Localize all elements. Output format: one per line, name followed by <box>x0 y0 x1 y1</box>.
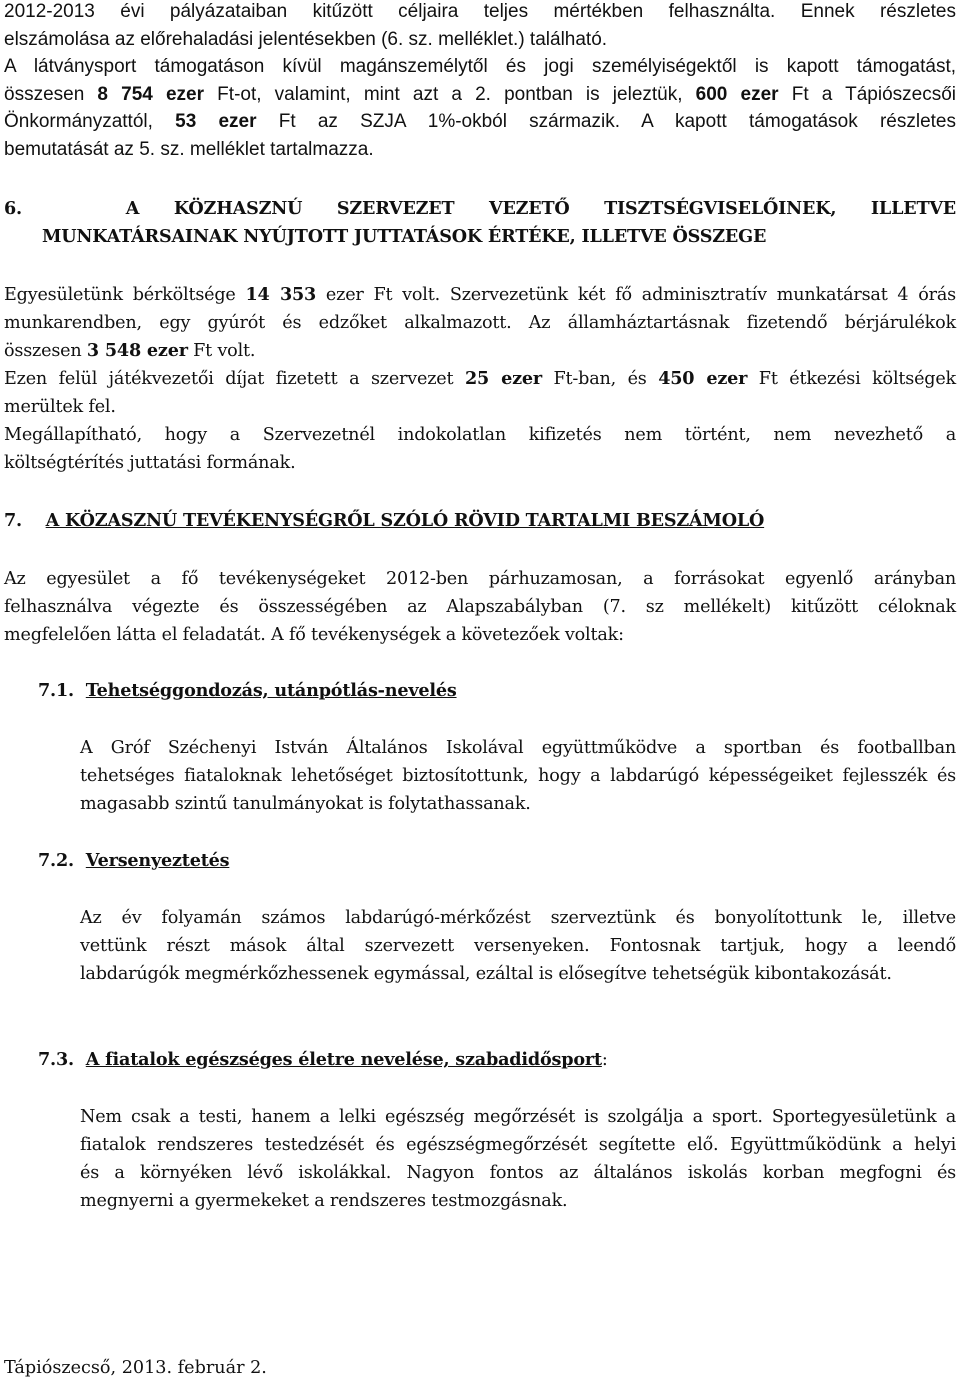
amount-municipality: 600 ezer <box>695 83 779 105</box>
subsection-7-2-body <box>80 904 956 988</box>
text: Ft-ban, és <box>541 369 659 389</box>
s73-line: megnyerni a gyermekeket a rendszeres testmozgásnak. <box>80 1191 568 1211</box>
section-title: A KÖZASZNÚ TEVÉKENYSÉGRŐL SZÓLÓ RÖVID TARTALMI BESZÁMOLÓ <box>45 510 765 531</box>
s72-line: Az év folyamán számos labdarúgó-mérkőzést szerveztünk és bonyolítottunk le, illetve <box>80 908 956 928</box>
section-6-title-line1 <box>4 195 956 223</box>
subsection-number: 7.3. <box>38 1049 74 1070</box>
amount-contributions: 3 548 ezer <box>86 340 188 361</box>
section-7-title-line <box>4 507 956 535</box>
subsection-number: 7.2. <box>38 850 74 871</box>
intro-line: bemutatását az 5. sz. melléklet tartalmazza. <box>4 138 374 160</box>
s6-line: munkarendben, egy gyúrót és edzőket alkalmazott. Az államháztartásnak fizetendő bérjárulékok <box>4 313 956 333</box>
intro-line: 2012-2013 évi pályázataiban kitűzött céljaira teljes mértékben felhasználta. Ennek részletes <box>4 1 956 22</box>
s6-line <box>4 281 956 309</box>
text: Önkormányzattól, <box>4 111 176 132</box>
amount-meals: 450 ezer <box>658 368 748 389</box>
section-6-heading <box>4 195 956 251</box>
amount-szja: 53 ezer <box>175 111 257 132</box>
text: Ezen felül játékvezetői díjat fizetett a szervezet <box>4 369 465 389</box>
section-number: 6. <box>4 198 22 219</box>
subsection-7-2-heading <box>38 847 229 875</box>
intro-line-szja <box>4 108 956 136</box>
s7-line: Az egyesület a fő tevékenységeket 2012-ben párhuzamosan, a forrásokat egyenlő arányban <box>4 569 956 589</box>
s6-line: költségtérítés juttatási formának. <box>4 453 296 473</box>
subsection-7-3-body <box>80 1103 956 1215</box>
s71-line: magasabb szintű tanulmányokat is folytathassanak. <box>80 794 531 814</box>
s71-line: A Gróf Széchenyi István Általános Iskolával együttműködve a sportban és footballban <box>80 738 956 758</box>
section-number: 7. <box>4 510 22 531</box>
subsection-7-1-heading <box>38 677 457 705</box>
text: Egyesületünk bérköltsége <box>4 285 246 305</box>
section-7-heading <box>4 507 956 535</box>
s6-line: merültek fel. <box>4 397 116 417</box>
intro-line: elszámolása az előrehaladási jelentésekben (6. sz. melléklet.) található. <box>4 28 608 50</box>
subsection-title-colon: : <box>601 1050 608 1070</box>
subsection-title: A fiatalok egészséges életre nevelése, szabadidősport <box>85 1049 602 1070</box>
text: összesen <box>4 83 98 105</box>
text: Ft volt. <box>187 341 256 361</box>
text: ezer Ft volt. Szervezetünk két fő adminisztratív munkatársat 4 órás <box>316 285 956 305</box>
subsection-number: 7.1. <box>38 680 74 701</box>
text: Ft-ot, valamint, mint azt a 2. pontban is jeleztük, <box>204 83 696 105</box>
text: Ft az SZJA 1%-okból származik. A kapott támogatások részletes <box>256 111 957 132</box>
subsection-title: Versenyeztetés <box>85 850 230 871</box>
intro-line: A látványsport támogatáson kívül magánszemélytől és jogi személyiségektől is kapott támogatást, <box>4 56 956 77</box>
s6-line <box>4 337 956 365</box>
amount-referee: 25 ezer <box>464 368 542 389</box>
text: Ft étkezési költségek <box>747 369 957 389</box>
place-date: Tápiószecső, 2013. február 2. <box>4 1358 267 1378</box>
amount-total: 8 754 ezer <box>97 83 205 105</box>
subsection-7-3-heading <box>38 1046 608 1074</box>
intro-line-amounts <box>4 81 956 109</box>
s73-line: és a környéken lévő iskolákkal. Nagyon fontos az általános iskolás korban megfogni és <box>80 1163 956 1183</box>
section-6-title-line2: MUNKATÁRSAINAK NYÚJTOTT JUTTATÁSOK ÉRTÉKE, ILLETVE ÖSSZEGE <box>42 226 767 247</box>
intro-paragraph <box>4 0 956 163</box>
s72-line: labdarúgók megmérkőzhessenek egymással, ezáltal is elősegítve tehetségük kibontakozását. <box>80 964 892 984</box>
s73-line: Nem csak a testi, hanem a lelki egészség megőrzését is szolgálja a sport. Sportegyesületünk a <box>80 1107 956 1127</box>
section-title: A KÖZHASZNÚ SZERVEZET VEZETŐ TISZTSÉGVISELŐINEK, ILLETVE <box>125 198 956 219</box>
text: Ft a Tápiószecsői <box>778 83 957 105</box>
amount-wages: 14 353 <box>245 284 317 305</box>
s7-line: felhasználva végezte és összességében az Alapszabályban (7. sz mellékelt) kitűzött céloknak <box>4 597 956 617</box>
subsection-7-1-body <box>80 734 956 818</box>
s71-line: tehetséges fiataloknak lehetőséget biztosítottunk, hogy a labdarúgó képességeiket fejlesszék és <box>80 766 956 786</box>
s6-line <box>4 365 956 393</box>
text: összesen <box>4 341 87 361</box>
s7-line: megfelelően látta el feladatát. A fő tevékenységek a követezőek voltak: <box>4 625 624 645</box>
section-6-body <box>4 281 956 477</box>
s72-line: vettünk részt mások által szervezett versenyeken. Fontosnak tartjuk, hogy a leendő <box>80 936 956 956</box>
s73-line: fiatalok rendszeres testedzését és egészségmegőrzését segítette elő. Együttműködünk a helyi <box>80 1135 956 1155</box>
section-7-body <box>4 565 956 649</box>
subsection-title: Tehetséggondozás, utánpótlás-nevelés <box>85 680 457 701</box>
s6-line: Megállapítható, hogy a Szervezetnél indokolatlan kifizetés nem történt, nem nevezhető a <box>4 425 956 445</box>
